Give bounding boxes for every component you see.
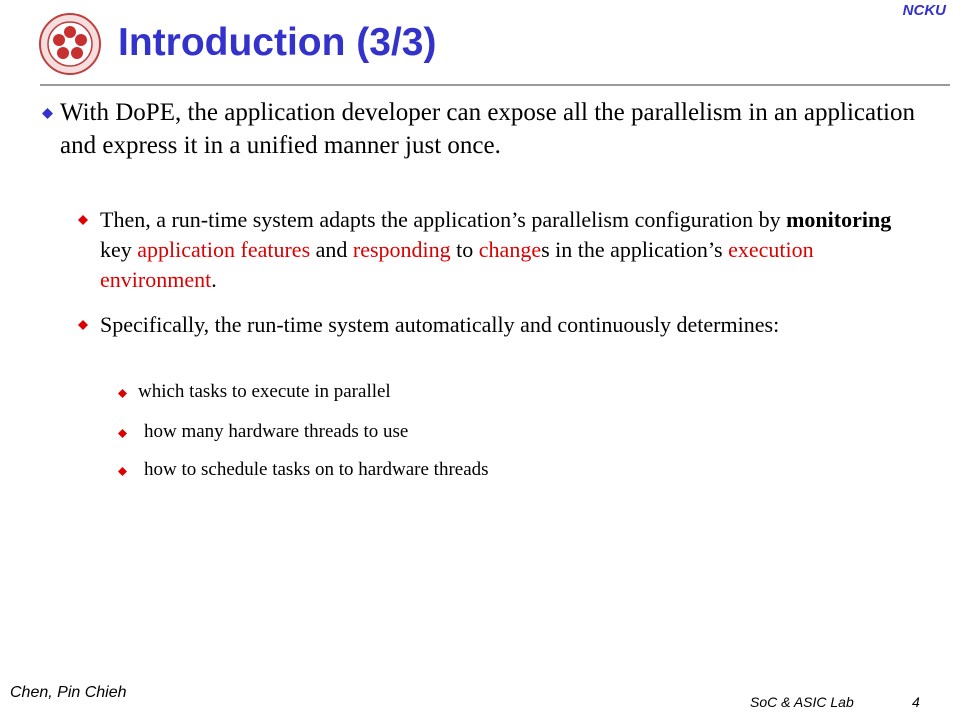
highlight-text-run: responding [352,237,451,262]
page-number: 4 [912,694,920,710]
diamond-bullet-icon [78,320,88,330]
list-item [118,420,918,444]
bullet-sub-1 [78,205,928,295]
bullet-sub-1-text [78,205,928,295]
university-seal-logo [38,12,102,76]
slide-title: Introduction (3/3) [118,21,437,64]
list-item [118,380,918,404]
diamond-bullet-icon [118,429,127,438]
diamond-bullet-icon [78,215,88,225]
text-run: s in the application’s [541,237,729,262]
footer-lab: SoC & ASIC Lab [750,694,854,710]
text-run: . [211,267,217,292]
list-item-text: which tasks to execute in parallel [138,381,391,402]
bullet-main [42,96,922,162]
bullet-sub-2 [78,310,928,340]
highlight-text-run: application features [137,237,311,262]
list-item-text: how to schedule tasks on to hardware threads [144,459,489,480]
diamond-bullet-icon [42,108,53,119]
footer-author: Chen, Pin Chieh [10,684,127,701]
diamond-bullet-icon [118,389,127,398]
bullet-main-text: With DoPE, the application developer can expose all the parallelism in an application and express it in a unified manner just once. [60,99,915,159]
bold-text-run: monitoring [786,207,892,232]
highlight-text-run: execution environment [100,237,814,292]
brand-label: NCKU [902,2,946,19]
text-run: key [100,237,138,262]
text-run: Then, a run-time system adapts the application’s parallelism configuration by [100,207,787,232]
diamond-bullet-icon [118,467,127,476]
highlight-text-run: change [478,237,542,262]
title-divider [40,84,950,86]
text-run: to [450,237,479,262]
list-item [118,458,918,482]
text-run: and [310,237,353,262]
list-item-text: how many hardware threads to use [144,421,409,442]
bullet-sub-2-text: Specifically, the run-time system automatically and continuously determines: [100,312,780,337]
